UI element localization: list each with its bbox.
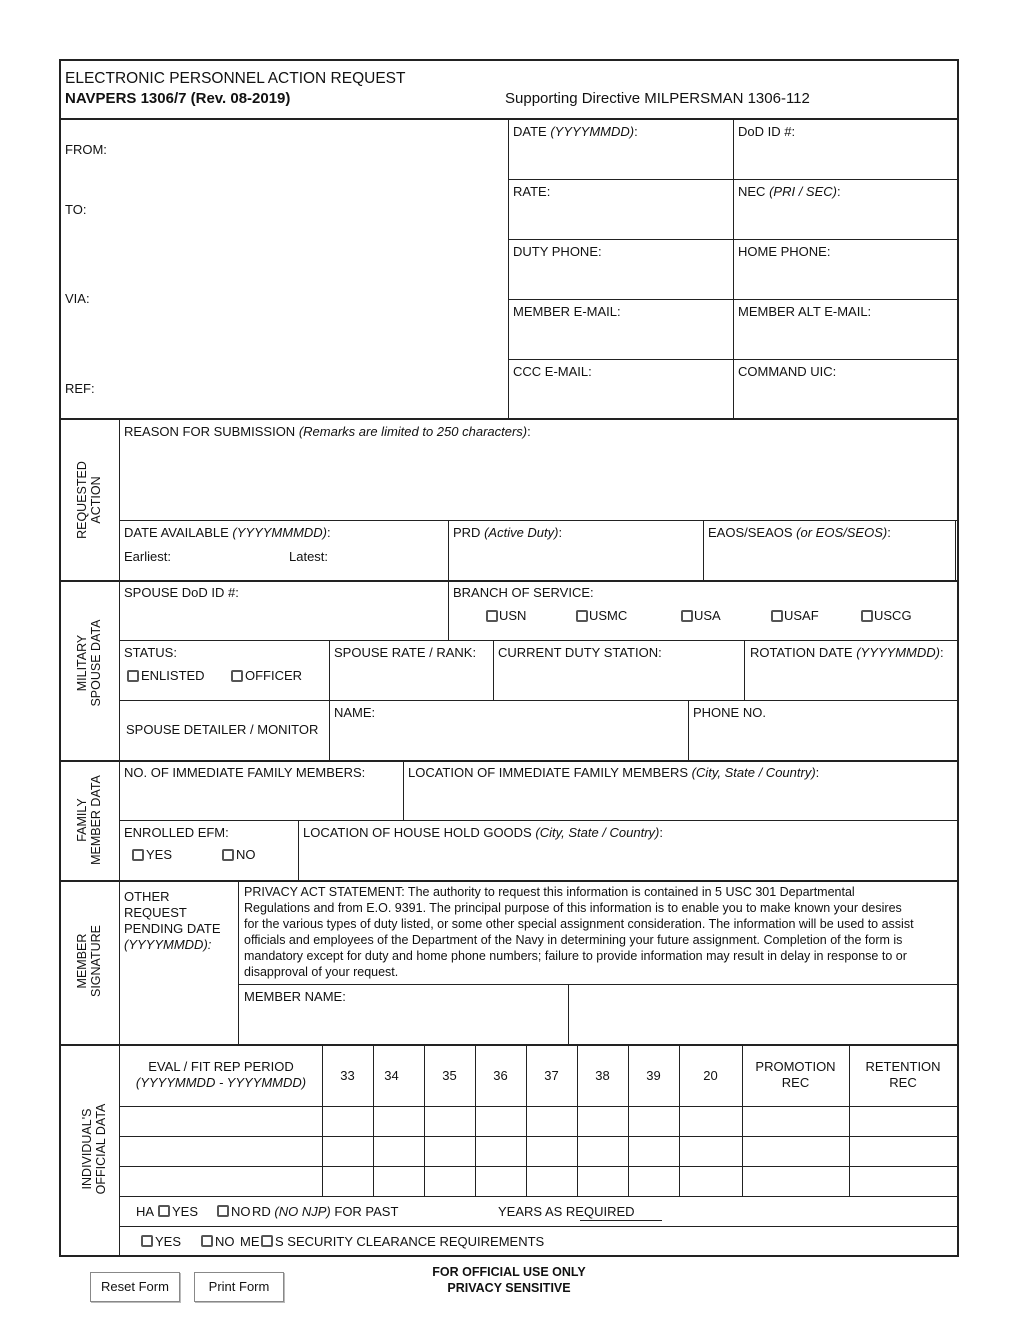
family-location-field[interactable] bbox=[407, 783, 954, 817]
security-me-text: ME bbox=[240, 1234, 260, 1249]
divider bbox=[508, 359, 959, 360]
divider bbox=[59, 1044, 959, 1046]
branch-usa-label: USA bbox=[694, 608, 721, 623]
rate-field[interactable] bbox=[512, 202, 730, 236]
divider bbox=[119, 1166, 959, 1167]
efm-yes-label: YES bbox=[146, 847, 173, 862]
dod-id-field[interactable] bbox=[737, 142, 955, 176]
column-header: 39 bbox=[646, 1068, 661, 1083]
divider bbox=[59, 760, 959, 762]
spouse-dod-id-label: SPOUSE DoD ID #: bbox=[124, 585, 239, 600]
branch-usa-checkbox[interactable] bbox=[681, 610, 693, 622]
divider bbox=[119, 1106, 959, 1107]
rate-label: RATE: bbox=[513, 184, 551, 199]
divider bbox=[59, 880, 959, 882]
divider bbox=[703, 520, 704, 580]
column-header: 20 bbox=[703, 1068, 718, 1083]
section-label-official-data: INDIVIDUAL'S OFFICIAL DATA bbox=[80, 1103, 108, 1195]
rotation-date-label: ROTATION DATE (YYYYMMDD): bbox=[750, 645, 944, 660]
table-row[interactable] bbox=[120, 1138, 956, 1165]
divider bbox=[119, 1226, 959, 1227]
rotation-date-field[interactable] bbox=[749, 663, 955, 697]
divider bbox=[508, 179, 959, 180]
print-form-button[interactable]: Print Form bbox=[194, 1272, 284, 1302]
prd-field[interactable] bbox=[452, 544, 698, 576]
branch-usmc-label: USMC bbox=[589, 608, 628, 623]
detailer-name-field[interactable] bbox=[333, 723, 683, 757]
branch-label: BRANCH OF SERVICE: bbox=[453, 585, 594, 600]
divider bbox=[448, 580, 449, 640]
efm-no-checkbox[interactable] bbox=[222, 849, 234, 861]
branch-uscg-label: USCG bbox=[874, 608, 912, 623]
num-family-members-field[interactable] bbox=[123, 783, 399, 817]
promotion-rec-header: PROMOTION REC bbox=[755, 1059, 836, 1090]
divider bbox=[688, 700, 689, 760]
branch-usaf-label: USAF bbox=[784, 608, 819, 623]
divider bbox=[238, 984, 959, 985]
other-request-label: OTHER REQUEST PENDING DATE (YYYYMMDD): bbox=[124, 889, 221, 952]
enrolled-efm-label: ENROLLED EFM: bbox=[124, 825, 229, 840]
nec-label: NEC (PRI / SEC): bbox=[738, 184, 841, 199]
prd-label: PRD (Active Duty): bbox=[453, 525, 563, 540]
spouse-rate-rank-label: SPOUSE RATE / RANK: bbox=[334, 645, 477, 660]
nec-field[interactable] bbox=[737, 202, 955, 236]
eval-period-header: EVAL / FIT REP PERIOD (YYYYMMDD - YYYYMMDD) bbox=[135, 1059, 307, 1090]
security-no-label: NO bbox=[215, 1234, 235, 1249]
privacy-act-statement: PRIVACY ACT STATEMENT: The authority to request this information is contained in 5 USC 301 Departmental Regulations and from E.O. 9391. The principal purpose of this information is to enable you to make known your desires for the various types of duty listed, or some other special assignment consideration. The information will be used to assist officials and employees of the Department of the Navy in determining your future assignment. Completion of the form is mandatory except for duty and home phone numbers; failure to provide information may result in delay in response to or disapproval of your request. bbox=[244, 885, 914, 979]
divider bbox=[59, 418, 959, 420]
divider bbox=[119, 640, 959, 641]
column-header: 36 bbox=[493, 1068, 508, 1083]
column-header: 33 bbox=[340, 1068, 355, 1083]
column-header: 38 bbox=[595, 1068, 610, 1083]
divider bbox=[508, 299, 959, 300]
eaos-label: EAOS/SEAOS (or EOS/SEOS): bbox=[708, 525, 891, 540]
divider bbox=[508, 239, 959, 240]
divider bbox=[119, 700, 959, 701]
detailer-name-label: NAME: bbox=[334, 705, 376, 720]
security-yes-checkbox[interactable] bbox=[141, 1235, 153, 1247]
divider bbox=[298, 820, 299, 880]
member-name-label: MEMBER NAME: bbox=[244, 989, 346, 1004]
routing-input-area[interactable] bbox=[110, 122, 505, 416]
divider bbox=[59, 118, 959, 120]
njp-yes-checkbox[interactable] bbox=[158, 1205, 170, 1217]
latest-field[interactable] bbox=[330, 546, 442, 576]
retention-rec-header: RETENTION REC bbox=[865, 1059, 941, 1090]
family-location-label: LOCATION OF IMMEDIATE FAMILY MEMBERS (City, State / Country): bbox=[408, 765, 820, 780]
njp-no-checkbox[interactable] bbox=[217, 1205, 229, 1217]
member-alt-email-field[interactable] bbox=[737, 322, 955, 356]
ref-label: REF: bbox=[65, 381, 95, 396]
detailer-phone-field[interactable] bbox=[692, 723, 954, 757]
branch-usmc-checkbox[interactable] bbox=[576, 610, 588, 622]
earliest-label: Earliest: bbox=[124, 549, 171, 564]
from-label: FROM: bbox=[65, 142, 107, 157]
eaos-field[interactable] bbox=[707, 544, 952, 576]
years-as-required: YEARS AS REQUIRED bbox=[498, 1204, 635, 1219]
form-id: NAVPERS 1306/7 (Rev. 08-2019) bbox=[65, 90, 291, 107]
divider bbox=[744, 640, 745, 700]
branch-usn-label: USN bbox=[499, 608, 527, 623]
status-officer-checkbox[interactable] bbox=[231, 670, 243, 682]
divider bbox=[955, 520, 956, 580]
security-clearance-text: S SECURITY CLEARANCE REQUIREMENTS bbox=[275, 1234, 545, 1249]
spouse-detailer-label: SPOUSE DETAILER / MONITOR bbox=[126, 722, 319, 737]
member-email-label: MEMBER E-MAIL: bbox=[513, 304, 621, 319]
num-family-members-label: NO. OF IMMEDIATE FAMILY MEMBERS: bbox=[124, 765, 366, 780]
njp-text-2: RD (NO NJP) FOR PAST bbox=[252, 1204, 399, 1219]
njp-overlap-text: YES bbox=[172, 1204, 199, 1219]
date-label: DATE (YYYYMMDD): bbox=[513, 124, 638, 139]
column-header: 34 bbox=[384, 1068, 399, 1083]
efm-no-label: NO bbox=[236, 847, 256, 862]
date-available-label: DATE AVAILABLE (YYYYMMMDD): bbox=[124, 525, 331, 540]
command-uic-label: COMMAND UIC: bbox=[738, 364, 837, 379]
directive: Supporting Directive MILPERSMAN 1306-112 bbox=[505, 90, 810, 107]
other-request-date-field[interactable] bbox=[123, 958, 235, 1040]
dod-id-label: DoD ID #: bbox=[738, 124, 796, 139]
section-label-military-spouse: MILITARY SPOUSE DATA bbox=[75, 619, 103, 707]
divider bbox=[508, 118, 509, 419]
years-underline bbox=[580, 1220, 662, 1221]
section-label-requested-action: REQUESTED ACTION bbox=[75, 461, 103, 539]
column-header: 37 bbox=[544, 1068, 559, 1083]
ccc-email-label: CCC E-MAIL: bbox=[513, 364, 592, 379]
section-label-family-member: FAMILY MEMBER DATA bbox=[75, 775, 103, 865]
hhg-location-label: LOCATION OF HOUSE HOLD GOODS (City, State / Country): bbox=[303, 825, 663, 840]
to-label: TO: bbox=[65, 202, 87, 217]
divider bbox=[568, 984, 569, 1044]
security-yes-label: YES bbox=[155, 1234, 182, 1249]
command-uic-field[interactable] bbox=[737, 382, 955, 416]
earliest-field[interactable] bbox=[175, 546, 283, 576]
divider bbox=[119, 1136, 959, 1137]
home-phone-field[interactable] bbox=[737, 262, 955, 296]
date-field[interactable] bbox=[512, 142, 730, 176]
security-third-checkbox[interactable] bbox=[261, 1235, 273, 1247]
status-enlisted-label: ENLISTED bbox=[141, 668, 205, 683]
member-email-field[interactable] bbox=[512, 322, 730, 356]
efm-yes-checkbox[interactable] bbox=[132, 849, 144, 861]
duty-phone-field[interactable] bbox=[512, 262, 730, 296]
divider bbox=[448, 520, 449, 580]
reason-label: REASON FOR SUBMISSION (Remarks are limited to 250 characters): bbox=[124, 424, 531, 439]
current-duty-station-field[interactable] bbox=[497, 663, 740, 697]
latest-label: Latest: bbox=[289, 549, 329, 564]
fouo-notice: FOR OFFICIAL USE ONLY bbox=[432, 1265, 586, 1279]
branch-uscg-checkbox[interactable] bbox=[861, 610, 873, 622]
table-row[interactable] bbox=[120, 1108, 956, 1135]
hhg-location-field[interactable] bbox=[302, 843, 954, 877]
divider bbox=[119, 1196, 959, 1197]
member-signature-field[interactable] bbox=[572, 988, 954, 1041]
branch-usaf-checkbox[interactable] bbox=[771, 610, 783, 622]
divider bbox=[403, 760, 404, 820]
member-alt-email-label: MEMBER ALT E-MAIL: bbox=[738, 304, 872, 319]
njp-overlap-text-2: NO bbox=[231, 1204, 251, 1219]
section-label-member-signature: MEMBER SIGNATURE bbox=[75, 925, 103, 997]
ccc-email-field[interactable] bbox=[512, 382, 730, 416]
branch-usn-checkbox[interactable] bbox=[486, 610, 498, 622]
status-label: STATUS: bbox=[124, 645, 177, 660]
column-header: 35 bbox=[442, 1068, 457, 1083]
spouse-rate-rank-field[interactable] bbox=[333, 663, 489, 697]
member-name-field[interactable] bbox=[243, 1007, 563, 1041]
njp-text: HA bbox=[136, 1204, 155, 1219]
via-label: VIA: bbox=[65, 291, 90, 306]
divider bbox=[733, 118, 734, 419]
divider bbox=[238, 880, 239, 1044]
status-enlisted-checkbox[interactable] bbox=[127, 670, 139, 682]
status-officer-label: OFFICER bbox=[245, 668, 303, 683]
current-duty-station-label: CURRENT DUTY STATION: bbox=[498, 645, 662, 660]
detailer-phone-label: PHONE NO. bbox=[693, 705, 766, 720]
reason-field[interactable] bbox=[123, 442, 955, 518]
form-title: ELECTRONIC PERSONNEL ACTION REQUEST bbox=[65, 70, 406, 87]
spouse-dod-id-field[interactable] bbox=[123, 603, 443, 637]
divider bbox=[119, 820, 957, 821]
privacy-sensitive-notice: PRIVACY SENSITIVE bbox=[447, 1281, 571, 1295]
table-row[interactable] bbox=[120, 1168, 956, 1195]
reset-form-button[interactable]: Reset Form bbox=[90, 1272, 180, 1302]
divider bbox=[59, 580, 959, 582]
divider bbox=[119, 520, 957, 521]
security-no-checkbox[interactable] bbox=[201, 1235, 213, 1247]
home-phone-label: HOME PHONE: bbox=[738, 244, 831, 259]
duty-phone-label: DUTY PHONE: bbox=[513, 244, 602, 259]
divider bbox=[493, 640, 494, 700]
